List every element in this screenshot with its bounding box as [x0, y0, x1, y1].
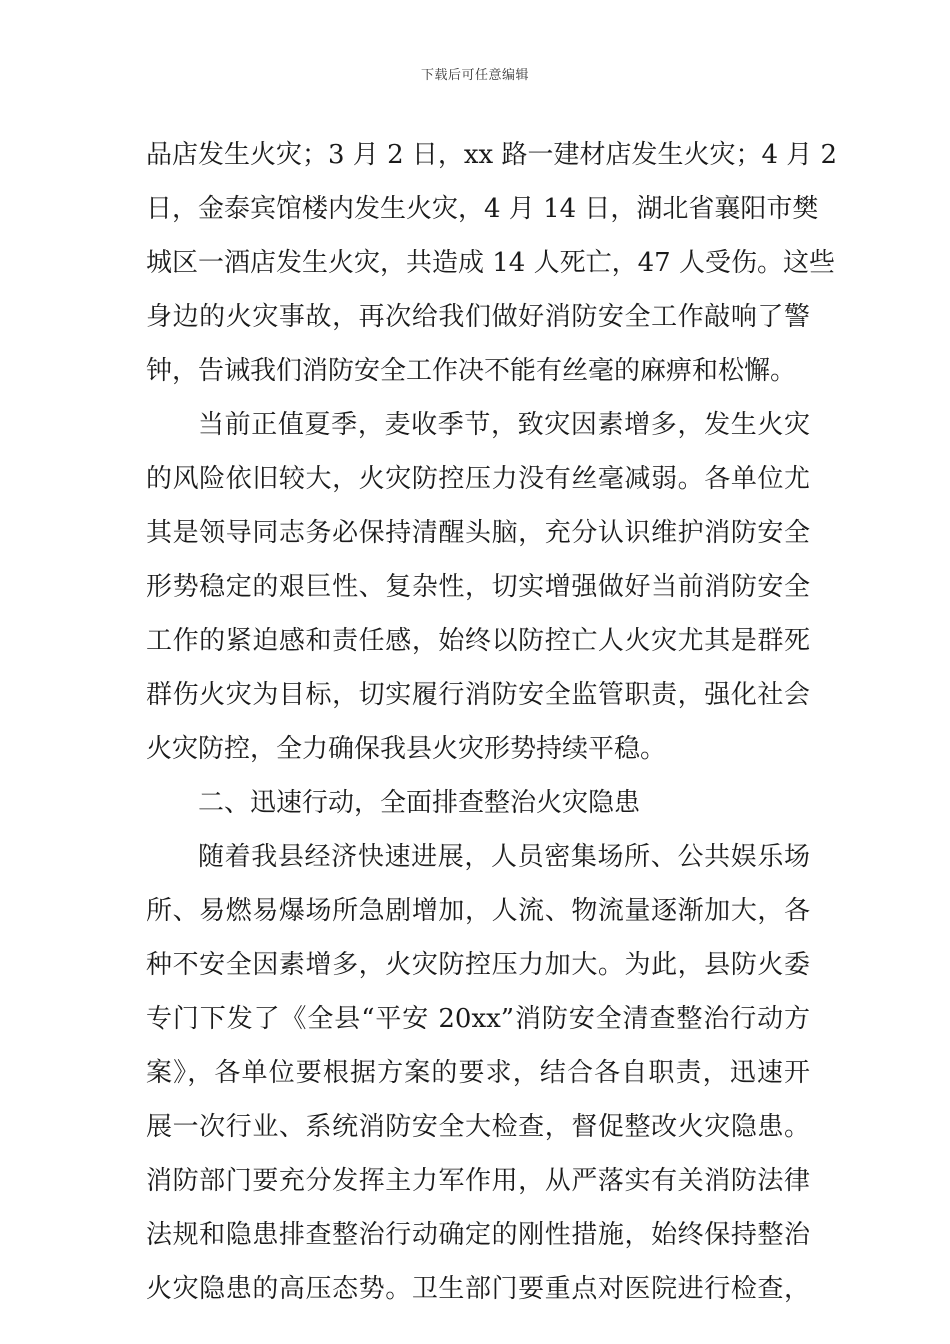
text-line: 法规和隐患排查整治行动确定的刚性措施，始终保持整治: [146, 1220, 810, 1250]
text-line: 火灾防控，全力确保我县火灾形势持续平稳。: [146, 734, 667, 764]
text-line: 身边的火灾事故，再次给我们做好消防安全工作敲响了警: [146, 302, 810, 332]
text-line: 钟，告诫我们消防安全工作决不能有丝毫的麻痹和松懈。: [146, 356, 797, 386]
text-line: 消防部门要充分发挥主力军作用，从严落实有关消防法律: [146, 1166, 810, 1196]
text-line: 当前正值夏季，麦收季节，致灾因素增多，发生火灾: [198, 410, 810, 440]
text-line: 形势稳定的艰巨性、复杂性，切实增强做好当前消防安全: [146, 572, 810, 602]
text-line: 随着我县经济快速进展，人员密集场所、公共娱乐场: [198, 842, 810, 872]
text-line: 群伤火灾为目标，切实履行消防安全监管职责，强化社会: [146, 680, 810, 710]
text-line: 日，金泰宾馆楼内发生火灾，4 月 14 日，湖北省襄阳市樊: [146, 194, 819, 224]
text-line: 所、易燃易爆场所急剧增加，人流、物流量逐渐加大，各: [146, 896, 810, 926]
text-line: 专门下发了《全县“平安 20xx”消防安全清查整治行动方: [146, 1004, 810, 1034]
text-line: 案》，各单位要根据方案的要求，结合各自职责，迅速开: [146, 1058, 810, 1088]
section-heading: 二、迅速行动，全面排查整治火灾隐患: [198, 788, 641, 818]
text-line: 其是领导同志务必保持清醒头脑，充分认识维护消防安全: [146, 518, 810, 548]
text-line: 工作的紧迫感和责任感，始终以防控亡人火灾尤其是群死: [146, 626, 810, 656]
text-line: 展一次行业、系统消防安全大检查，督促整改火灾隐患。: [146, 1112, 810, 1142]
document-body: [146, 128, 838, 1316]
page-header: 下载后可任意编辑: [420, 68, 529, 83]
text-line: 的风险依旧较大，火灾防控压力没有丝毫减弱。各单位尤: [146, 464, 810, 494]
text-line: 种不安全因素增多，火灾防控压力加大。为此，县防火委: [146, 950, 810, 980]
text-line: 品店发生火灾；3 月 2 日，xx 路一建材店发生火灾；4 月 2: [146, 140, 838, 170]
text-line: 火灾隐患的高压态势。卫生部门要重点对医院进行检查，: [146, 1274, 810, 1304]
text-line: 城区一酒店发生火灾，共造成 14 人死亡，47 人受伤。这些: [146, 248, 835, 278]
